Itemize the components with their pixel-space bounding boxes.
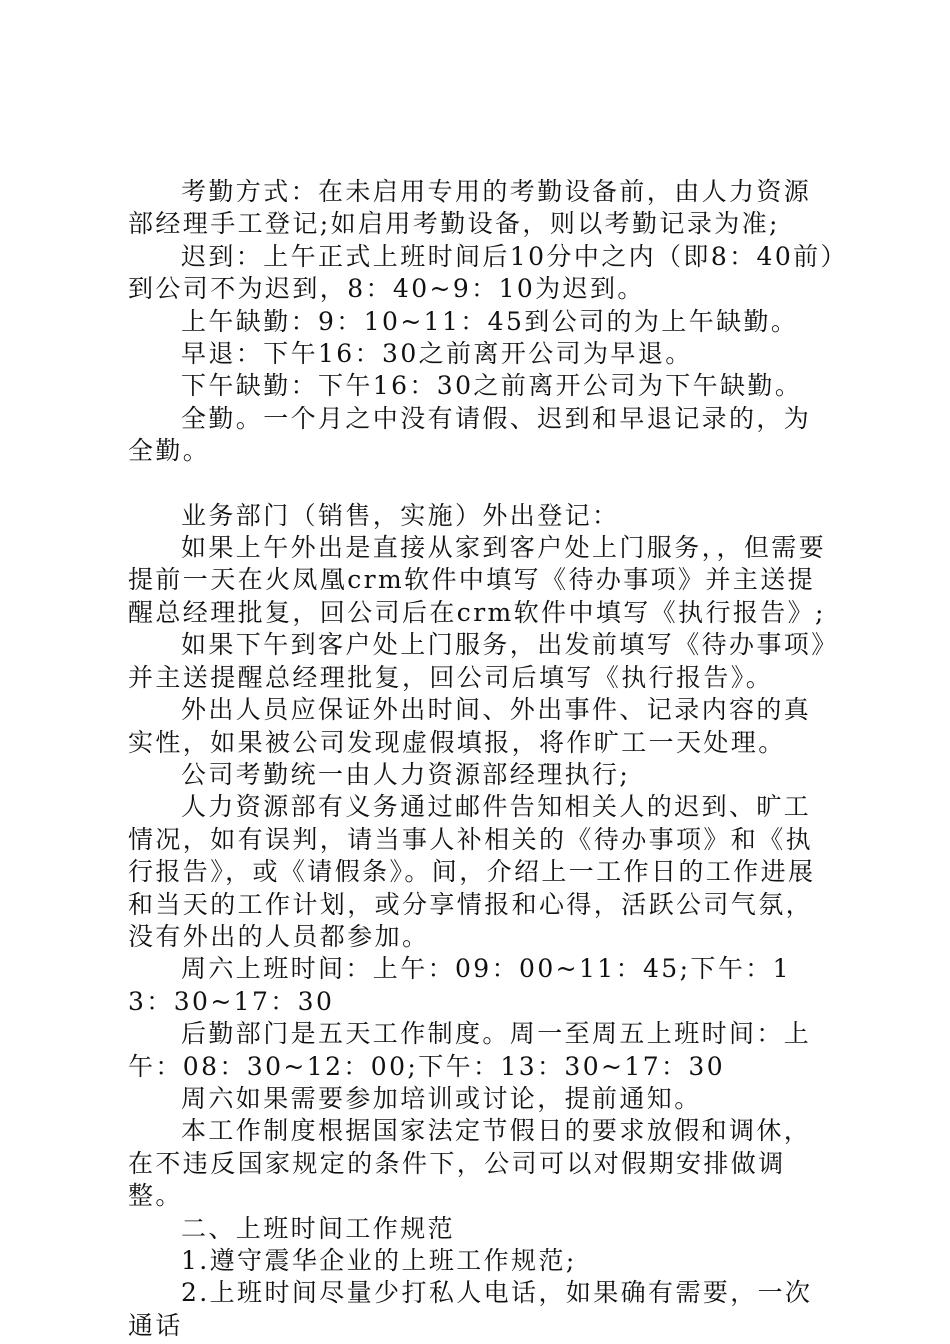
- list-item-norm-2: 2.上班时间尽量少打私人电话，如果确有需要，一次通话: [128, 1278, 813, 1340]
- paragraph-attendance-executor: 公司考勤统一由人力资源部经理执行;: [181, 759, 631, 789]
- paragraph-early-leave: 早退：下午16：30之前离开公司为早退。: [181, 339, 693, 369]
- document-body: [128, 176, 836, 1342]
- paragraph-hr-notification: 人力资源部有义务通过邮件告知相关人的迟到、旷工情况，如有误判，请当事人补相关的《待办事项》和《执行报告》，或《请假条》。间，介绍上一工作日的工作进展和当天的工作计划，或分享情报和心得，活跃公司气氛，没有外出的人员都参加。: [128, 792, 816, 951]
- paragraph-morning-outing: 如果上午外出是直接从家到客户处上门服务，，但需要提前一天在火凤凰crm软件中填写《待办事项》并主送提醒总经理批复，回公司后在crm软件中填写《执行报告》;: [128, 533, 827, 627]
- paragraph-morning-absence: 上午缺勤：9：10~11：45到公司的为上午缺勤。: [181, 306, 799, 336]
- paragraph-spacer: [128, 468, 836, 500]
- paragraph-field-registration-heading: 业务部门（销售，实施）外出登记：: [181, 500, 620, 530]
- paragraph-late-arrival: 迟到：上午正式上班时间后10分中之内（即8：40前）到公司不为迟到，8：40~9：10为迟到。: [128, 241, 836, 304]
- paragraph-afternoon-outing: 如果下午到客户处上门服务，出发前填写《待办事项》并主送提醒总经理批复，回公司后填写《执行报告》。: [128, 630, 827, 692]
- paragraph-attendance-method: 考勤方式：在未启用专用的考勤设备前，由人力资源部经理手工登记;如启用考勤设备，则以考勤记录为准;: [128, 177, 812, 239]
- paragraph-saturday-training: 周六如果需要参加培训或讨论，提前通知。: [181, 1083, 702, 1113]
- paragraph-logistics-hours: 后勤部门是五天工作制度。周一至周五上班时间：上午：08：30~12：00;下午：13：30~17：30: [128, 1019, 812, 1081]
- paragraph-holiday-policy: 本工作制度根据国家法定节假日的要求放假和调休，在不违反国家规定的条件下，公司可以对假期安排做调整。: [128, 1116, 812, 1211]
- paragraph-saturday-hours: 周六上班时间：上午：09：00~11：45;下午：13：30~17：30: [128, 954, 791, 1016]
- paragraph-afternoon-absence: 下午缺勤：下午16：30之前离开公司为下午缺勤。: [181, 371, 803, 401]
- list-item-norm-1: 1.遵守震华企业的上班工作规范;: [181, 1246, 577, 1275]
- paragraph-outing-truthfulness: 外出人员应保证外出时间、外出事件、记录内容的真实性，如果被公司发现虚假填报，将作旷工一天处理。: [128, 695, 812, 757]
- section-heading-work-norms: 二、上班时间工作规范: [181, 1213, 456, 1243]
- paragraph-full-attendance: 全勤。一个月之中没有请假、迟到和早退记录的，为全勤。: [128, 403, 812, 466]
